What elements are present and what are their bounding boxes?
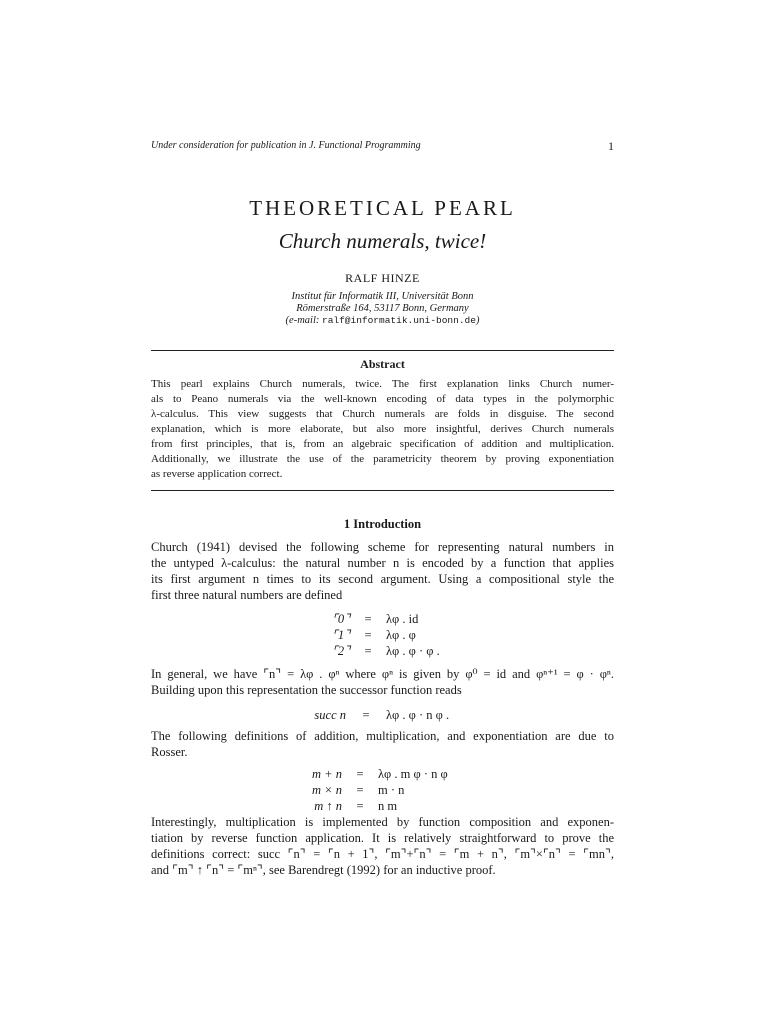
text-line: Rosser.	[151, 745, 188, 759]
affiliation-email-line	[151, 314, 614, 327]
equation-lhs: m ↑ n	[314, 799, 342, 813]
equation-rhs: n m	[378, 799, 398, 813]
equals-sign: =	[364, 644, 372, 658]
abstract-line: explanation, which is more elaborate, but also more insightful, derives Church numerals	[151, 423, 614, 435]
text-line: The following definitions of addition, multiplication, and exponentiation are due to	[151, 729, 614, 743]
abstract-bottom-rule	[151, 490, 614, 491]
intro-paragraph-2	[151, 666, 614, 698]
abstract-line: as reverse application correct.	[151, 468, 283, 480]
intro-paragraph-3	[151, 728, 614, 760]
abstract-line: als to Peano numerals via the well-known encoding of data types in the polymorphic	[151, 393, 614, 405]
equation-rhs: λφ . φ · φ .	[386, 644, 440, 658]
equals-sign: =	[364, 612, 372, 626]
equation-rhs: λφ . φ	[386, 628, 416, 642]
author-name: RALF HINZE	[345, 271, 420, 285]
email-suffix: )	[475, 315, 480, 326]
abstract-line: λ-calculus. This view suggests that Church numerals are folds in disguise. The second	[151, 408, 614, 420]
equals-sign: =	[362, 708, 370, 722]
equation-lhs: ⌜1⌝	[332, 628, 350, 642]
equation-lhs: m + n	[312, 767, 342, 781]
abstract-body	[151, 377, 614, 482]
equals-sign: =	[364, 628, 372, 642]
affiliation-line-1: Institut für Informatik III, Universität Bonn	[291, 291, 474, 302]
intro-paragraph-1	[151, 539, 614, 603]
equation-arithmetic	[290, 766, 510, 814]
paper-title: THEORETICAL PEARL	[249, 196, 516, 220]
text-line: first three natural numbers are defined	[151, 588, 343, 602]
text-line: Church (1941) devised the following scheme for representing natural numbers in	[151, 540, 614, 554]
abstract-top-rule	[151, 350, 614, 351]
abstract-heading: Abstract	[360, 357, 405, 371]
equals-sign: =	[356, 783, 364, 797]
abstract-line: from first principles, that is, from an algebraic specification of addition and multiplication.	[151, 438, 614, 450]
equals-sign: =	[356, 767, 364, 781]
equation-rhs: λφ . id	[386, 612, 419, 626]
text-line: the untyped λ-calculus: the natural number n is encoded by a function that applies	[151, 556, 614, 570]
equation-rhs: m · n	[378, 783, 405, 797]
section-heading: 1 Introduction	[343, 517, 422, 531]
affiliation-line-2: Römerstraße 164, 53117 Bonn, Germany	[296, 303, 469, 314]
text-line: and ⌜m⌝ ↑ ⌜n⌝ = ⌜mⁿ⌝, see Barendregt (1992) for an inductive proof.	[151, 863, 496, 877]
equation-lhs: ⌜0⌝	[332, 612, 350, 626]
abstract-line: This pearl explains Church numerals, twice. The first explanation links Church numer-	[151, 378, 614, 390]
equation-successor	[290, 707, 510, 723]
equation-lhs: succ n	[314, 708, 346, 722]
equals-sign: =	[356, 799, 364, 813]
text-line: Building upon this representation the successor function reads	[151, 683, 462, 697]
equation-rhs: λφ . φ · n φ .	[386, 708, 450, 722]
abstract-line: Additionally, we illustrate the use of the parametricity theorem by proving exponentiation	[151, 453, 614, 465]
text-line: its first argument n times to its second argument. Using a compositional style the	[151, 572, 614, 586]
text-line: definitions correct: succ ⌜n⌝ = ⌜n + 1⌝, ⌜m⌝+⌜n⌝ = ⌜m + n⌝, ⌜m⌝×⌜n⌝ = ⌜mn⌝,	[151, 847, 614, 861]
text-line: In general, we have ⌜n⌝ = λφ . φⁿ where φⁿ is given by φ⁰ = id and φⁿ⁺¹ = φ · φⁿ.	[151, 667, 614, 681]
email-link[interactable]: ralf@informatik.uni-bonn.de	[322, 315, 476, 326]
page-number: 1	[608, 139, 614, 153]
equation-lhs: ⌜2⌝	[332, 644, 350, 658]
email-prefix: (e-mail:	[285, 315, 322, 326]
text-line: tiation by reverse function application. It is relatively straightforward to prove the	[151, 831, 614, 845]
paper-subtitle: Church numerals, twice!	[278, 229, 487, 253]
equation-lhs: m × n	[312, 783, 342, 797]
text-line: Interestingly, multiplication is implemented by function composition and exponen-	[151, 815, 614, 829]
equation-numerals	[300, 611, 500, 659]
intro-paragraph-4	[151, 814, 614, 878]
running-head: Under consideration for publication in J. Functional Programming	[151, 140, 421, 151]
equation-rhs: λφ . m φ · n φ	[378, 767, 448, 781]
